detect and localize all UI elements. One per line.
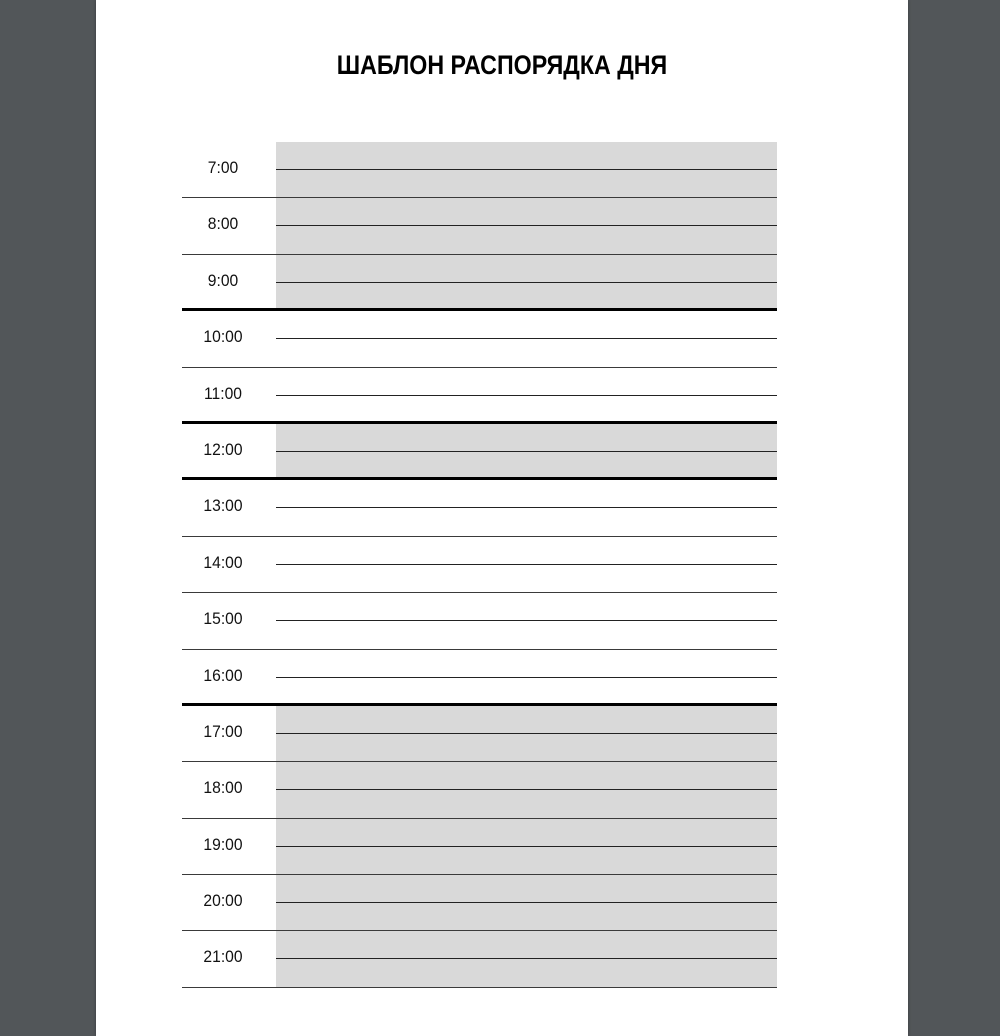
page-title: ШАБЛОН РАСПОРЯДКА ДНЯ [336,50,668,80]
time-label: 19:00 [203,834,243,854]
schedule-row [182,537,777,593]
time-label: 7:00 [207,158,239,177]
writing-area [276,650,777,706]
schedule-row [182,255,777,311]
time-label: 21:00 [203,947,243,967]
writing-area [276,931,777,987]
schedule-row [182,819,777,875]
time-label: 13:00 [203,496,243,516]
writing-line [276,564,777,565]
writing-line [276,451,777,452]
writing-line [276,733,777,734]
writing-area [276,480,777,536]
time-label: 17:00 [203,721,243,741]
schedule-row [182,311,777,367]
schedule-row [182,198,777,254]
writing-area [276,819,777,875]
writing-area [276,368,777,424]
writing-area [276,311,777,367]
time-label: 9:00 [207,270,239,290]
writing-area [276,593,777,649]
writing-line [276,958,777,959]
schedule-row [182,480,777,536]
writing-area [276,875,777,931]
schedule-row [182,650,777,706]
time-label: 8:00 [207,214,239,234]
writing-area [276,424,777,480]
writing-area [276,537,777,593]
time-label: 20:00 [203,891,243,911]
writing-line [276,338,777,339]
writing-area [276,762,777,818]
schedule-row [182,706,777,762]
schedule-row [182,424,777,480]
writing-line [276,507,777,508]
time-label: 15:00 [203,609,243,629]
writing-area [276,255,777,311]
schedule-row [182,931,777,987]
schedule-row [182,875,777,931]
time-label: 12:00 [203,439,243,459]
row-divider [182,987,777,988]
schedule-row [182,762,777,818]
schedule-row [182,593,777,649]
writing-line [276,282,777,283]
writing-area [276,142,777,198]
writing-line [276,395,777,396]
document-page [96,0,908,1036]
writing-line [276,169,777,170]
writing-line [276,620,777,621]
time-label: 10:00 [203,327,243,347]
time-label: 11:00 [204,383,242,403]
writing-line [276,902,777,903]
writing-line [276,789,777,790]
schedule-row [182,368,777,424]
time-label: 14:00 [203,552,243,572]
writing-line [276,846,777,847]
writing-line [276,677,777,678]
time-label: 16:00 [203,665,243,685]
schedule-row [182,142,777,198]
writing-area [276,198,777,254]
writing-area [276,706,777,762]
schedule-table [182,142,777,988]
writing-line [276,225,777,226]
time-label: 18:00 [203,778,243,798]
